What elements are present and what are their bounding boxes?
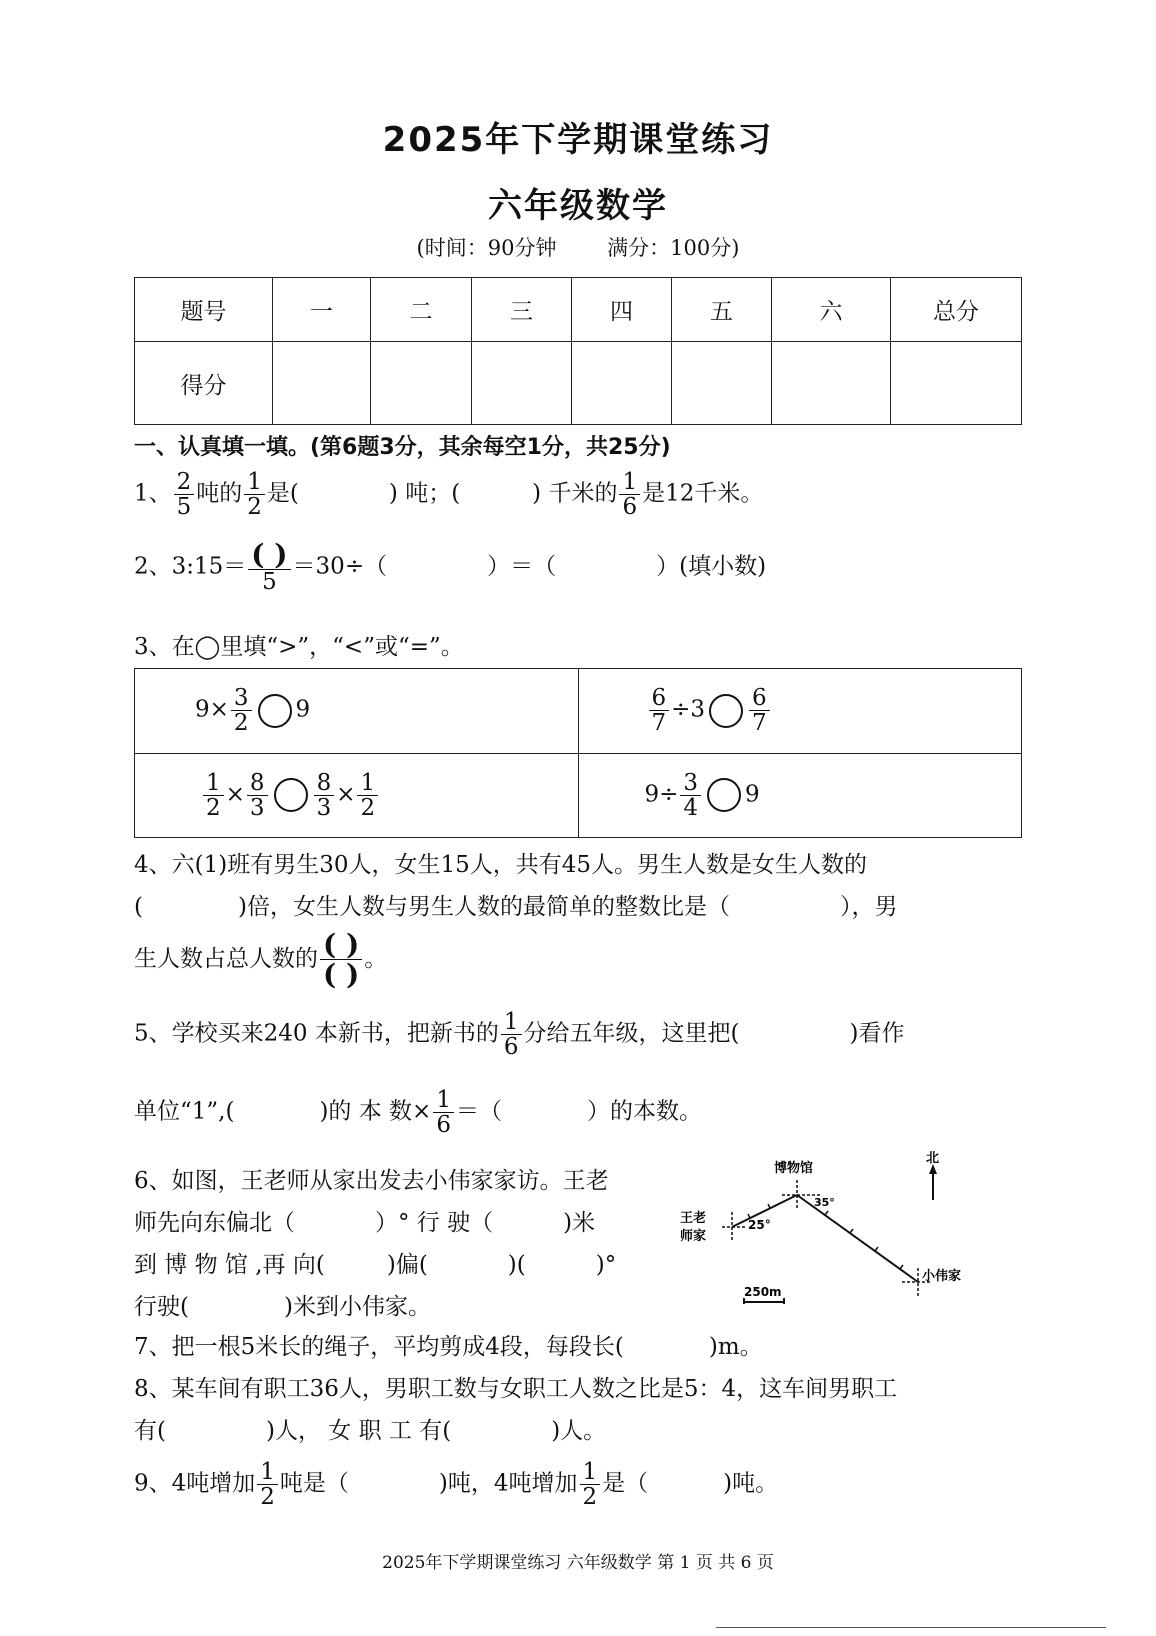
score-cell[interactable] <box>472 342 572 425</box>
q5-text: 5、学校买来240 本新书，把新书的 <box>134 1020 499 1047</box>
denominator: 6 <box>622 494 638 521</box>
denominator: 6 <box>436 1112 451 1139</box>
question-6-line-1: 6、如图，王老师从家出发去小伟家家访。王老 <box>134 1168 609 1194</box>
label-teacher-home-1: 王老 <box>680 1211 707 1226</box>
tick-mark <box>900 1265 903 1269</box>
question-5-line-1 <box>134 1010 904 1059</box>
q4-text: ），男 <box>839 894 898 920</box>
comparison-cell <box>135 669 579 754</box>
numerator: 1 <box>357 771 378 796</box>
q8-text: )人。 <box>551 1418 607 1444</box>
comparison-cell <box>578 669 1022 754</box>
score-cell[interactable] <box>371 342 472 425</box>
label-scale: 250m <box>744 1285 782 1299</box>
fraction <box>247 771 268 820</box>
q4-text: ( <box>134 894 143 920</box>
comparison-table <box>134 668 1022 838</box>
numerator: 6 <box>649 686 670 711</box>
fraction <box>501 1010 522 1059</box>
fraction <box>314 771 335 820</box>
question-6-line-3 <box>134 1246 616 1279</box>
denominator: 2 <box>233 710 249 737</box>
expr-text: 9÷ <box>644 781 679 808</box>
numerator: 1 <box>580 1460 601 1485</box>
numerator: 1 <box>433 1088 454 1113</box>
q4-text: )倍，女生人数与男生人数的最简单的整数比是（ <box>237 894 730 920</box>
score-cell[interactable] <box>273 342 371 425</box>
denominator: 2 <box>247 494 262 521</box>
q6-text: )( <box>507 1252 526 1278</box>
score-header-cell: 二 <box>371 278 472 342</box>
q1-text: 吨的 <box>196 480 243 507</box>
numerator-blank[interactable]: ( ) <box>320 930 362 960</box>
expr-text: 9 <box>745 781 760 808</box>
numerator: 2 <box>174 470 195 495</box>
numerator-blank[interactable]: ( ) <box>248 540 290 570</box>
numerator: 1 <box>203 771 224 796</box>
denominator-blank[interactable]: ( ) <box>323 958 360 992</box>
question-1 <box>134 470 763 519</box>
fraction <box>174 470 195 519</box>
q2-text: 2、3:15＝ <box>134 553 247 580</box>
q5-text: 单位“1”,( <box>134 1098 235 1125</box>
denominator: 4 <box>683 794 699 821</box>
score-cell[interactable] <box>572 342 672 425</box>
q2-text: ＝30÷（ <box>292 553 388 580</box>
expr-text: × <box>336 781 356 808</box>
numerator: 6 <box>749 686 770 711</box>
score-header-cell: 五 <box>672 278 772 342</box>
route-map-diagram <box>680 1150 1030 1310</box>
question-4-line-1: 4、六(1)班有男生30人，女生15人，共有45人。男生人数是女生人数的 <box>134 852 868 878</box>
question-9 <box>134 1460 778 1509</box>
q1-text: 是12千米。 <box>642 480 764 507</box>
label-xiaowei-home: 小伟家 <box>922 1269 962 1284</box>
expr-text: × <box>225 781 245 808</box>
score-table-header-row <box>135 278 1022 342</box>
q5-text: ＝（ <box>455 1098 502 1125</box>
q1-text: ) 千米的 <box>532 480 618 507</box>
denominator: 2 <box>582 1484 598 1511</box>
denominator: 2 <box>360 794 376 821</box>
section-1-heading: 一、认真填一填。(第6题3分，其余每空1分，共25分) <box>134 435 671 460</box>
q1-text: ) 吨；( <box>388 480 461 507</box>
q2-text: ）＝（ <box>487 553 557 580</box>
q5-text: ）的本数。 <box>586 1098 702 1125</box>
label-museum: 博物馆 <box>774 1161 814 1176</box>
exam-info <box>0 232 1156 262</box>
compare-circle[interactable] <box>707 778 741 812</box>
exam-title: 2025年下学期课堂练习 <box>382 120 774 160</box>
fraction-blank[interactable] <box>320 930 362 990</box>
q8-text: 有( <box>134 1418 166 1444</box>
label-north: 北 <box>926 1151 940 1166</box>
q7-text: )m。 <box>708 1334 763 1360</box>
question-2 <box>134 540 766 595</box>
q6-text: )° <box>595 1252 617 1278</box>
footer-rule <box>716 1627 1106 1628</box>
numerator: 8 <box>247 771 268 796</box>
fraction <box>680 771 701 820</box>
numerator: 1 <box>619 470 640 495</box>
denominator: 5 <box>176 494 192 521</box>
comparison-cell <box>578 753 1022 838</box>
score-row-label: 得分 <box>135 342 273 425</box>
q9-text: )吨，4吨增加 <box>438 1470 578 1497</box>
score-cell[interactable] <box>672 342 772 425</box>
question-6-line-2 <box>134 1204 595 1237</box>
comparison-row <box>135 753 1022 838</box>
q5-text: )看作 <box>849 1020 905 1047</box>
exam-subject: 六年级数学 <box>488 186 668 226</box>
fraction-blank[interactable] <box>248 540 290 595</box>
q6-text: )米到小伟家。 <box>283 1294 431 1320</box>
question-8-line-2 <box>134 1412 606 1445</box>
tick-mark <box>850 1229 853 1233</box>
denominator: 2 <box>260 1484 275 1511</box>
fraction <box>257 1460 278 1509</box>
score-header-cell: 四 <box>572 278 672 342</box>
score-header-cell: 总分 <box>891 278 1022 342</box>
fraction <box>580 1460 601 1509</box>
numerator: 1 <box>501 1010 522 1035</box>
question-8-line-1: 8、某车间有职工36人，男职工数与女职工人数之比是5：4，这车间男职工 <box>134 1376 898 1402</box>
expr-text: 9× <box>195 696 229 723</box>
q7-text: 7、把一根5米长的绳子，平均剪成4段，每段长( <box>134 1334 624 1360</box>
tick-mark <box>875 1247 878 1251</box>
q8-text: )人， 女 职 工 有( <box>265 1418 452 1444</box>
question-3: 3、在◯里填“>”，“<”或“=”。 <box>134 634 464 660</box>
q2-text: ）(填小数) <box>656 553 767 580</box>
question-4-line-3 <box>134 930 387 990</box>
exam-full-score: 满分：100分) <box>607 236 740 260</box>
q9-text: )吨。 <box>723 1470 779 1497</box>
denominator: 3 <box>249 794 265 821</box>
score-table-score-row <box>135 342 1022 425</box>
exam-time: (时间：90分钟 <box>416 236 557 260</box>
score-table <box>134 277 1022 425</box>
numerator: 8 <box>314 771 335 796</box>
fraction <box>749 686 770 735</box>
tick-mark <box>825 1211 828 1215</box>
expr-text: ÷3 <box>671 696 706 723</box>
q1-text: 是( <box>266 480 299 507</box>
q6-text: 行驶( <box>134 1294 189 1320</box>
fraction <box>649 686 670 735</box>
fraction <box>619 470 640 519</box>
q9-text: 吨是（ <box>279 1470 349 1497</box>
numerator: 3 <box>680 771 701 796</box>
question-7 <box>134 1328 763 1361</box>
q6-text: 师先向东偏北（ <box>134 1210 295 1236</box>
numerator: 1 <box>257 1460 278 1485</box>
q6-text: ）° 行 驶（ <box>375 1210 494 1236</box>
fraction <box>244 470 265 519</box>
denominator: 5 <box>262 569 277 596</box>
q5-text: 分给五年级，这里把( <box>523 1020 740 1047</box>
fraction <box>203 771 224 820</box>
label-angle-35: 35° <box>814 1196 835 1209</box>
q6-text: )米 <box>563 1210 596 1236</box>
question-4-line-2 <box>134 888 897 921</box>
fraction <box>433 1088 454 1137</box>
denominator: 7 <box>752 710 767 737</box>
denominator: 3 <box>316 794 332 821</box>
page-footer: 2025年下学期课堂练习 六年级数学 第 1 页 共 6 页 <box>382 1553 774 1573</box>
q9-text: 是（ <box>602 1470 649 1497</box>
q4-text: 。 <box>364 945 388 972</box>
score-cell[interactable] <box>772 342 891 425</box>
expr-text: 9 <box>295 696 311 723</box>
comparison-cell <box>135 753 579 838</box>
score-header-cell: 题号 <box>135 278 273 342</box>
label-angle-25: 25° <box>748 1218 771 1232</box>
q1-number: 1、 <box>134 480 172 507</box>
fraction <box>357 771 378 820</box>
numerator: 1 <box>244 470 265 495</box>
compare-circle[interactable] <box>709 694 743 728</box>
q5-text: )的 本 数× <box>319 1098 432 1125</box>
compare-circle[interactable] <box>274 778 308 812</box>
compare-circle[interactable] <box>258 694 292 728</box>
label-teacher-home-2: 师家 <box>680 1229 707 1244</box>
tick-mark <box>768 1204 770 1208</box>
score-header-cell: 一 <box>273 278 371 342</box>
denominator: 6 <box>503 1034 519 1061</box>
question-5-line-2 <box>134 1088 702 1137</box>
q9-text: 9、4吨增加 <box>134 1470 256 1497</box>
numerator: 3 <box>231 686 252 711</box>
comparison-row <box>135 669 1022 754</box>
question-6-line-4 <box>134 1288 431 1321</box>
q6-text: )偏( <box>386 1252 428 1278</box>
score-header-cell: 三 <box>472 278 572 342</box>
denominator: 2 <box>206 794 221 821</box>
denominator: 7 <box>651 710 667 737</box>
q4-text: 生人数占总人数的 <box>134 945 318 972</box>
q6-text: 到 博 物 馆 ,再 向( <box>134 1252 325 1278</box>
score-header-cell: 六 <box>772 278 891 342</box>
score-cell[interactable] <box>891 342 1022 425</box>
fraction <box>231 686 252 735</box>
